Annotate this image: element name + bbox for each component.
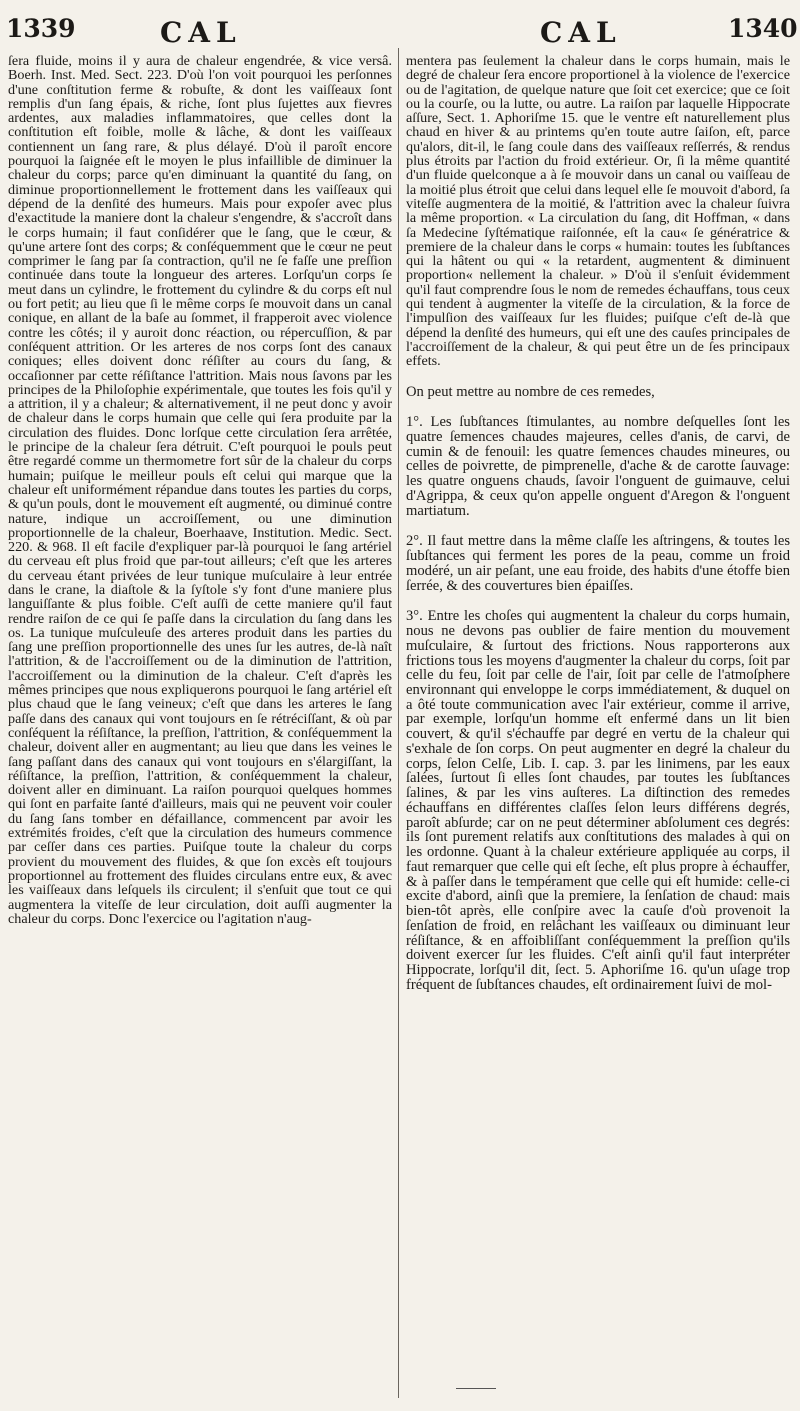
page-number-left: 1339: [6, 14, 76, 43]
page-number-right: 1340: [728, 14, 798, 43]
left-column: [8, 54, 392, 926]
remedy-item-2: 2°. Il faut mettre dans la même claſſe les aſtringens, & toutes les ſubſtances qui ferment les pores de la peau, comme un froid modéré, un air peſant, une eau froide, des habits d'une étoffe bien ſerrée, & des couvertures bien épaiſſes.: [406, 533, 790, 594]
running-head-right: CAL: [540, 16, 622, 49]
column-divider: [398, 48, 399, 1398]
right-column: [406, 54, 790, 992]
remedies-intro: On peut mettre au nombre de ces remedes,: [406, 383, 655, 400]
catchword-rule: [456, 1388, 496, 1389]
running-head-left: CAL: [160, 16, 242, 49]
right-paragraph-continuation: mentera pas ſeulement la chaleur dans le corps humain, mais le degré de chaleur ſera encore proportionel à la violence de l'exercice ou de l'agitation, de quelque nature que ſoit cet exercice; que ce ſoit ou la courſe, ou la lutte, ou autre. La raiſon par laquelle Hippocrate aſſure, Sect. 1. Aphoriſme 15. que le ventre eſt naturellement plus chaud en hiver & au printems qu'en toute autre ſaiſon, eſt, parce qu'alors, dit-il, le ſang coule dans des vaiſſeaux reſſerrés, & rendus plus étroits par l'action du froid extérieur. Or, ſi la même quantité d'un fluide quelconque a à ſe mouvoir dans un canal ou vaiſſeau de la moitié plus étroit que celui dans lequel elle ſe mouvoit d'abord, ſa viteſſe augmentera de la moitié, & l'attrition avec la chaleur ſuivra la même proportion. « La circulation du ſang, dit Hoffman, « dans ſa Medecine ſyſtématique raiſonnée, eſt la cau« ſe génératrice & premiere de la chaleur dans le corps « humain: toutes les ſubſtances qui la hâtent ou qui « la retardent, augmentent & diminuent proportion« nellement la chaleur. » D'où il s'enſuit évidemment qu'il faut comprendre ſous le nom de remedes échauffans, tous ceux qui tendent à augmenter la viteſſe de la circulation, & la force de l'impulſion des vaiſſeaux ſur les fluides; puiſque c'eſt de-là que dépend la denſité des humeurs, qui eſt une des cauſes principales de l'accroiſſement de la chaleur, & qui peut être un de ſes principaux effets.: [406, 53, 790, 370]
left-paragraph: ſera fluide, moins il y aura de chaleur engendrée, & vice versâ. Boerh. Inst. Med. Sect. 223. D'où l'on voit pourquoi les perſonnes d'une conſtitution ferme & robuſte, & dont les vaiſſeaux ſont remplis d'un ſang épais, & riche, ſont plus ſujettes aux fievres ardentes, aux maladies inflammatoires, que celles dont la conſtitution eſt foible, molle & lâche, & dont les vaiſſeaux contiennent un ſang rare, & plus délayé. D'où il paroît encore pourquoi la ſaignée eſt le moyen le plus infaillible de diminuer la chaleur du corps; parce qu'en diminuant la quantité du ſang, on diminue proportionnellement le frottement dans les vaiſſeaux qui dépend de la denſité des humeurs. Mais pour expoſer avec plus d'exactitude la maniere dont la chaleur s'engendre, & s'accroît dans le corps humain; il faut conſidérer que le ſang, que le cœur, & qu'une artere ſont des corps; & conſéquemment que le cœur ne peut comprimer le ſang par ſa contraction, qu'il ne ſe faſſe une preſſion continuée dans toute la longueur des arteres. Lorſqu'un corps ſe meut dans un cylindre, le frottement du cylindre & du corps eſt nul ou fort petit; au lieu que ſi le même corps ſe mouvoit dans un canal conique, en allant de la baſe au ſommet, il frapperoit avec violence contre les côtés; il y auroit donc réaction, ou répercuſſion, & par conſéquent attrition. Or les arteres de nos corps ſont des canaux coniques; elles doivent donc réſiſter au cours du ſang, & occaſionner par cette réſiſtance l'attrition. Mais nous ſavons par les principes de la Philoſophie expérimentale, que toutes les fois qu'il y a attrition, il y a chaleur; & alternativement, il ne peut donc y avoir de chaleur dans le corps humain que celle qui ſera produite par la circulation des fluides. Donc lorſque cette circulation ſera arrêtée, le principe de la chaleur ſera détruit. C'eſt pourquoi le pouls peut être regardé comme un thermometre fort sûr de la chaleur du corps humain; puiſque le meilleur pouls eſt celui qui marque que la chaleur eſt uniformément répandue dans toutes les parties du corps, & qu'un pouls, dont le mouvement eſt augmenté, ou diminué contre nature, indique un accroiſſement, ou une diminution proportionnelle de la chaleur, Boerhaave, Institution. Medic. Sect. 220. & 968. Il eſt facile d'expliquer par-là pourquoi le ſang artériel du cerveau eſt plus froid que par-tout ailleurs; c'eſt que les arteres du cerveau étant privées de leur tunique muſculaire à leur entrée dans le crane, la diaſtole & la ſyſtole s'y font d'une maniere plus languiſſante & plus foible. C'eſt auſſi de cette maniere qu'il faut rendre raiſon de ce qui ſe paſſe dans la circulation du ſang dans les os. La tunique muſculeuſe des arteres produit dans les parties du ſang une preſſion proportionnelle des unes ſur les autres, de-là naît l'attrition, & de l'accroiſſement ou de la diminution de l'attrition, l'accroiſſement ou la diminution de la chaleur. C'eſt d'après les mêmes principes que nous expliquerons pourquoi le ſang artériel eſt plus chaud que le ſang veineux; c'eſt que dans les arteres le ſang paſſe dans des canaux qui vont toujours en ſe rétréciſſant, & où par conſéquent la réſiſtance, la preſſion, l'attrition, & conſéquemment la chaleur, doivent aller en augmentant; au lieu que dans les veines le ſang paſſant dans des canaux qui vont toujours en s'élargiſſant, la réſiſtance, la preſſion, l'attrition, & conſéquemment la chaleur, doivent aller en diminuant. La raiſon pourquoi quelques hommes qui ſont en parfaite ſanté d'ailleurs, mais qui ne peuvent voir couler du ſang ſans tomber en défaillance, commencent par avoir les extrémités froides, c'eſt que la circulation des humeurs commence par ceſſer dans ces parties. Puiſque toute la chaleur du corps provient du mouvement des fluides, & que ſon excès eſt toujours proportionnel au frottement des fluides circulans entre eux, & avec les vaiſſeaux dans leſquels ils circulent; il s'enſuit que tout ce qui augmentera la viteſſe de leur circulation, doit auſſi augmenter la chaleur du corps. Donc l'exercice ou l'agitation n'aug-: [8, 53, 392, 927]
remedy-item-1: 1°. Les ſubſtances ſtimulantes, au nombre deſquelles ſont les quatre ſemences chaudes majeures, celles d'anis, de carvi, de cumin & de fenouil: les quatre ſemences chaudes mineures, ou celles de poivrette, de pimprenelle, d'ache & de carotte ſauvage: les quatre onguens chauds, ſavoir l'onguent de guimauve, celui d'Agrippa, & ceux qu'on appelle onguent d'Aregon & l'onguent martiatum.: [406, 414, 790, 519]
remedy-item-3: 3°. Entre les choſes qui augmentent la chaleur du corps humain, nous ne devons pas oublier de faire mention du mouvement muſculaire, & ſurtout des frictions. Nous rapporterons aux frictions tous les moyens d'augmenter la chaleur du corps, ſoit par celle du feu, ſoit par celle de l'air, ſoit par celle de l'atmoſphere environnant qui enveloppe le corps immédiatement, & duquel on a ôté toute communication avec l'air extérieur, comme il arrive, par exemple, lorſqu'un homme eſt enfermé dans un lit bien couvert, & qu'il s'échauffe par degré en vertu de la chaleur qui s'exhale de ſon corps. On peut augmenter en degré la chaleur du corps, ſelon Celſe, Lib. I. cap. 3. par les linimens, par les eaux ſalées, ſurtout ſi elles ſont chaudes, par toutes les ſubſtances ſalines, & par les vins auſteres. La diſtinction des remedes échauffans en différentes claſſes ſelon leurs différens degrés, paroît abſurde; car on ne peut déterminer abſolument ces degrés: ils ſont purement relatifs aux conſtitutions des malades à qui on les ordonne. Quant à la chaleur extérieure appliquée au corps, il faut remarquer que celle qui eſt ſeche, eſt plus propre à échauffer, & à paſſer dans le tempérament que celle qui eſt humide: celle-ci excite d'abord, ainſi que la premiere, la ſenſation de chaud: mais bien-tôt après, elle conſpire avec la cauſe d'où provenoit la ſenſation de froid, en relâchant les vaiſſeaux ou diminuant leur réſiſtance, & en affoibliſſant conſéquemment la preſſion qu'ils doivent exercer ſur les fluides. C'eſt ainſi qu'il faut interpréter Hippocrate, lorſqu'il dit, ſect. 5. Aphoriſme 16. qu'un uſage trop fréquent de ſubſtances chaudes, eſt ordinairement ſuivi de mol-: [406, 608, 790, 993]
